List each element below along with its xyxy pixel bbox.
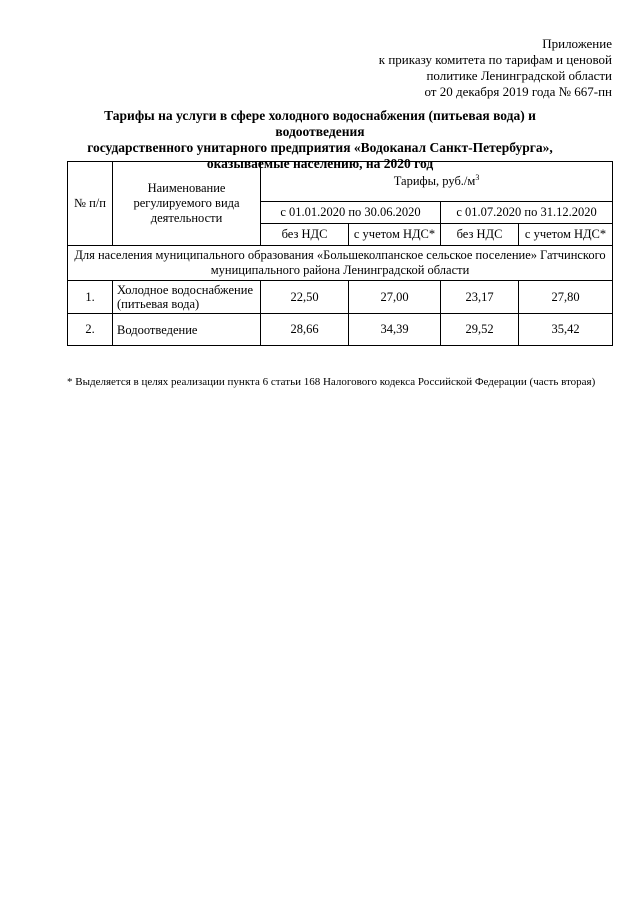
section-heading: Для населения муниципального образования «Большеколпанское сельское поселение» Гатчинского муниципального района Ленинградской области	[68, 246, 613, 281]
row-activity: Водоотведение	[113, 314, 261, 346]
header-tariffs-sup: 3	[475, 173, 480, 183]
header-number: № п/п	[68, 162, 113, 246]
appendix-line: политике Ленинградской области	[426, 68, 612, 83]
row-p2-with-vat: 35,42	[519, 314, 613, 346]
row-p1-with-vat: 27,00	[349, 281, 441, 314]
row-number: 1.	[68, 281, 113, 314]
appendix-block	[379, 36, 612, 100]
table-row	[68, 281, 613, 314]
tariffs-table	[67, 161, 613, 346]
table-section-row	[68, 246, 613, 281]
header-p2-no-vat: без НДС	[441, 224, 519, 246]
table-row	[68, 314, 613, 346]
row-p2-with-vat: 27,80	[519, 281, 613, 314]
appendix-line: от 20 декабря 2019 года № 667-пн	[424, 84, 612, 99]
header-period-1: с 01.01.2020 по 30.06.2020	[261, 202, 441, 224]
header-tariffs-label: Тарифы, руб./м	[393, 174, 476, 189]
table-header-row	[68, 162, 613, 202]
title-line: оказываемые населению, на 2020 год	[206, 156, 434, 171]
row-number: 2.	[68, 314, 113, 346]
row-p1-no-vat: 28,66	[261, 314, 349, 346]
appendix-line: Приложение	[542, 36, 612, 51]
row-p1-no-vat: 22,50	[261, 281, 349, 314]
header-p1-with-vat: с учетом НДС*	[349, 224, 441, 246]
row-p2-no-vat: 23,17	[441, 281, 519, 314]
header-tariffs	[261, 162, 613, 202]
row-activity: Холодное водоснабжение (питьевая вода)	[113, 281, 261, 314]
header-activity: Наименование регулируемого вида деятельности	[113, 162, 261, 246]
footnote: * Выделяется в целях реализации пункта 6 статьи 168 Налогового кодекса Российской Федерации (часть вторая)	[67, 376, 596, 388]
title-line: Тарифы на услуги в сфере холодного водоснабжения (питьевая вода) и водоотведения	[104, 108, 536, 139]
row-p1-with-vat: 34,39	[349, 314, 441, 346]
row-p2-no-vat: 29,52	[441, 314, 519, 346]
title-line: государственного унитарного предприятия «Водоканал Санкт-Петербурга»,	[87, 140, 553, 155]
header-p2-with-vat: с учетом НДС*	[519, 224, 613, 246]
appendix-line: к приказу комитета по тарифам и ценовой	[378, 52, 612, 67]
header-period-2: с 01.07.2020 по 31.12.2020	[441, 202, 613, 224]
header-p1-no-vat: без НДС	[261, 224, 349, 246]
